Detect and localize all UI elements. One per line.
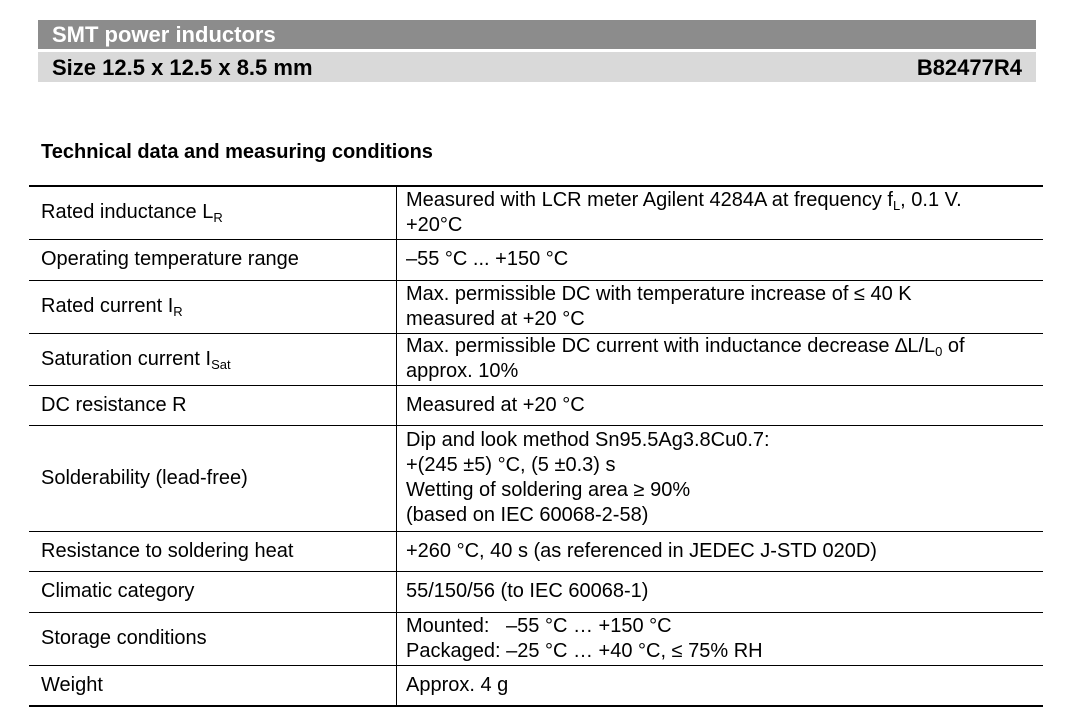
- parameter-cell: Solderability (lead-free): [29, 425, 397, 531]
- table-row: [29, 612, 1043, 665]
- header-title-bar: [38, 20, 1036, 49]
- table-row: [29, 280, 1043, 333]
- condition-cell: Max. permissible DC current with inductance decrease $\Delta L/L_0$ of approx. 10%: [397, 333, 1044, 385]
- parameter-cell: Storage conditions: [29, 612, 397, 665]
- parameter-cell: Rated current $I_R$: [29, 280, 397, 333]
- part-number: B82477R4: [916, 55, 1022, 80]
- table-row: [29, 385, 1043, 425]
- condition-cell: Measured at +20 °C: [397, 385, 1044, 425]
- condition-cell: +260 °C, 40 s (as referenced in JEDEC J-STD 020D): [397, 531, 1044, 571]
- parameter-cell: Operating temperature range: [29, 239, 397, 280]
- table-row: [29, 571, 1043, 612]
- section-title: Technical data and measuring conditions: [41, 141, 433, 163]
- parameter-cell: DC resistance R: [29, 385, 397, 425]
- parameter-cell: Climatic category: [29, 571, 397, 612]
- condition-cell: –55 °C ... +150 °C: [397, 239, 1044, 280]
- technical-data-table: [29, 185, 1043, 707]
- parameter-cell: Saturation current $I_{Sat}$: [29, 333, 397, 385]
- table-row: [29, 665, 1043, 706]
- table-row: [29, 239, 1043, 280]
- document-title: SMT power inductors: [52, 22, 276, 47]
- condition-cell: Approx. 4 g: [397, 665, 1044, 706]
- condition-cell: Mounted: –55 °C … +150 °C Packaged: –25 °C … +40 °C, ≤ 75% RH: [397, 612, 1044, 665]
- table-row: [29, 531, 1043, 571]
- parameter-cell: Weight: [29, 665, 397, 706]
- table-row: [29, 186, 1043, 239]
- condition-cell: 55/150/56 (to IEC 60068-1): [397, 571, 1044, 612]
- header-size-bar: [38, 52, 1036, 82]
- parameter-cell: Resistance to soldering heat: [29, 531, 397, 571]
- table-row: [29, 425, 1043, 531]
- table-row: [29, 333, 1043, 385]
- parameter-cell: Rated inductance $L_R$: [29, 186, 397, 239]
- condition-cell: Max. permissible DC with temperature increase of ≤ 40 K measured at +20 °C: [397, 280, 1044, 333]
- condition-cell: Measured with LCR meter Agilent 4284A at frequency $f_L$, 0.1 V. +20°C: [397, 186, 1044, 239]
- condition-cell: Dip and look method Sn95.5Ag3.8Cu0.7: +(245 ±5) °C, (5 ±0.3) s Wetting of soldering area ≥ 90% (based on IEC 60068-2-58): [397, 425, 1044, 531]
- size-label: Size 12.5 x 12.5 x 8.5 mm: [52, 55, 313, 80]
